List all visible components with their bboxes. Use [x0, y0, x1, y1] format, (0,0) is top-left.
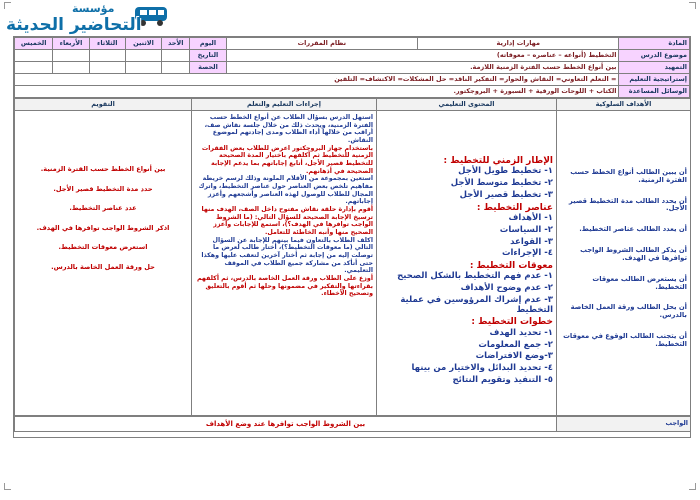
crop-mark-top-right: [689, 2, 696, 9]
content-heading: الإطار الزمني للتخطيط :: [443, 156, 553, 166]
procedure-paragraph: باستخدام جهاز البروجكتور اعرض للطلاب بعض الفقرات الزمنية للتخطيط ثم أكلفهم باختيار المدة الصحيحة للتخطيط قصير الأجل، أتابع إجاباتهم بما يدعم الإجابة الصحيحة في أذهانهم.: [201, 144, 373, 175]
objectives-cell: [557, 111, 691, 416]
footer-table: [14, 416, 691, 432]
period-cell: [125, 62, 161, 74]
crop-mark-bottom-left: [4, 483, 11, 490]
content-item: ٣- القواعد: [510, 236, 553, 247]
aids-label: الوسائل المساعدة: [619, 86, 690, 98]
period-cell: [53, 62, 89, 74]
crop-mark-bottom-right: [689, 483, 696, 490]
strategy-value: = التعلم التعاوني= النقاش والحوار= التفكير الناقد= حل المشكلات= الاكتشاف= التلقين: [15, 74, 619, 86]
content-heading: خطوات التخطيط :: [471, 317, 553, 328]
course-system: نظام المقررات: [226, 38, 417, 50]
content-item: ٥- التنفيذ وتقويم النتائج: [452, 374, 553, 385]
intro-label: التمهيد: [619, 62, 690, 74]
subject-label: المادة: [619, 38, 690, 50]
objective-item: أن يبين الطالب أنواع الخطط حسب الفترة الزمنية.: [570, 168, 687, 184]
day-monday: الاثنين: [125, 38, 161, 50]
procedures-cell: [192, 111, 377, 416]
day-tuesday: الثلاثاء: [89, 38, 125, 50]
subject-value: مهارات إدارية: [418, 38, 619, 50]
content-item: ٢- جمع المعلومات: [478, 339, 553, 350]
objectives-header: الأهداف السلوكية: [557, 99, 691, 111]
content-item: ٣-وضع الافتراضات: [475, 351, 553, 362]
date-cell: [162, 50, 190, 62]
date-cell: [125, 50, 161, 62]
day-sunday: الأحد: [162, 38, 190, 50]
date-cell: [15, 50, 53, 62]
header-table: [14, 37, 690, 98]
period-label: الحصة: [190, 62, 226, 74]
content-item: ٤- الإجراءات: [501, 248, 553, 259]
evaluation-item: اذكر الشروط الواجب توافرها في الهدف.: [36, 223, 170, 232]
date-label: التاريخ: [190, 50, 226, 62]
date-cell: [53, 50, 89, 62]
content-item: ٤- تحديد البدائل والاختيار من بينها: [411, 363, 553, 374]
content-item: ١- تخطيط طويل الأجل: [458, 166, 553, 177]
period-cell: [15, 62, 53, 74]
content-item: ٢- تخطيط متوسط الأجل: [450, 178, 553, 189]
procedure-paragraph: أقوم بإدارة حلقة نقاش مفتوح داخل الصف، الهدف منها ترسيخ الإجابة الصحيحة للسؤال التالي: (ما الشروط الواجب توافرها في الهدف؟)، استمع للإجابات وأعزز الصحيح منها وأنبه الخاطئة للتعامل.: [201, 206, 373, 237]
content-heading: عناصر التخطيط :: [476, 202, 553, 213]
content-item: ١- تحديد الهدف: [489, 327, 553, 338]
objective-item: أن يحل الطالب ورقة العمل الخاصة بالدرس.: [570, 303, 687, 320]
strategy-label: إستراتيجية التعليم: [619, 74, 690, 86]
content-list: [380, 156, 553, 386]
lesson-value: التخطيط (أنواعه – عناصره – معوقاته): [226, 50, 619, 62]
content-item: ٣- عدم إشراك المرؤوسين في عملية التخطيط: [400, 294, 553, 315]
homework-value: بين الشروط الواجب توافرها عند وضع الأهداف: [15, 417, 557, 432]
date-cell: [89, 50, 125, 62]
day-label: اليوم: [190, 38, 226, 50]
period-cell: [89, 62, 125, 74]
content-item: ٢- عدم وضوح الأهداف: [460, 283, 553, 294]
evaluation-list: [18, 166, 188, 271]
evaluation-item: حل ورقة العمل الخاصة بالدرس.: [51, 262, 155, 271]
content-item: ٣- تخطيط قصير الأجل: [459, 189, 553, 200]
lesson-plan: [13, 36, 691, 438]
evaluation-item: بين أنواع الخطط حسب الفترة الزمنية.: [40, 165, 166, 173]
logo-line2: التحاضير الحديثة: [6, 15, 142, 35]
evaluation-header: التقويم: [15, 99, 192, 111]
content-item: ٢- السياسات: [499, 224, 553, 235]
evaluation-item: استعرض معوقات التخطيط.: [58, 243, 148, 252]
evaluation-item: عدد عناصر التخطيط.: [69, 204, 137, 213]
period-cell: [162, 62, 190, 74]
procedure-paragraph: اكلف الطلاب بالتعاون فيما بينهم للإجابة عن السؤال التالي (ما معوقات التخطيط؟)، أختار طالب لعرض ما توصلت إليه من إجابة ثم أختار آخرين لتعقب عليها وهكذا حتى أتأكد من مشاركة جميع الطلاب في الموقف التعليمي.: [201, 236, 373, 275]
procedure-paragraph: أوزع على الطلاب ورقة العمل الخاصة بالدرس، ثم أكلفهم بقراءتها والتفكير في مضمونها وحلها ثم أقوم بالتعليق وتصحيح الأخطاء.: [196, 275, 373, 298]
objective-item: أن يحدد الطالب مدة التخطيط قصير الأجل.: [568, 196, 687, 213]
lesson-label: موضوع الدرس: [619, 50, 690, 62]
objective-item: أن يستعرض الطالب معوقات التخطيط.: [592, 274, 687, 291]
day-thursday: الخميس: [15, 38, 53, 50]
objectives-list: [560, 169, 687, 349]
content-item: ١- عدم فهم التخطيط بالشكل الصحيح: [397, 271, 553, 282]
content-item: ١- الأهداف: [508, 212, 553, 223]
procedures-header: إجراءات التعليم والتعلم: [192, 99, 377, 111]
procedure-paragraph: استعين بمجموعة من الأقلام الملونة وذلك لرسم خريطة مفاهيم تلخص بعض العناصر حول عناصر التخطيط، واترك المجال للطلاب للوصول لهذه العناصر وأشجعهم وأعزز إجاباتهم.: [198, 175, 373, 206]
objective-item: أن يعدد الطالب عناصر التخطيط.: [579, 225, 687, 234]
content-header: المحتوى التعليمي: [377, 99, 557, 111]
procedures-list: [195, 114, 373, 298]
objective-item: أن يذكر الطالب الشروط الواجب توافرها في الهدف.: [580, 246, 687, 262]
content-heading: معوقات التخطيط :: [469, 261, 553, 272]
evaluation-item: حدد مدة التخطيط قصير الأجل.: [53, 184, 153, 193]
objective-item: أن يتجنب الطالب الوقوع في معوقات التخطيط.: [563, 331, 687, 348]
body-table: [14, 98, 691, 416]
logo-line1: مؤسسة: [72, 2, 115, 15]
evaluation-cell: [15, 111, 192, 416]
aids-value: الكتاب + اللوحات الورقية + السبورة + البروجكتور.: [15, 86, 619, 98]
procedure-paragraph: استهل الدرس بسؤال الطلاب عن أنواع الخطط حسب الفترة الزمنية، ويحدث ذلك من خلال جلسة نقاش صف، أراقب من خلالها أداء الطلاب ومدى إجادتهم لموضوع النقاش.: [204, 114, 373, 145]
intro-value: بين أنواع الخطط حسب الفترة الزمنية اللازمة.: [226, 62, 619, 74]
content-cell: [377, 111, 557, 416]
homework-label: الواجب: [557, 417, 691, 432]
day-wednesday: الأربعاء: [53, 38, 89, 50]
